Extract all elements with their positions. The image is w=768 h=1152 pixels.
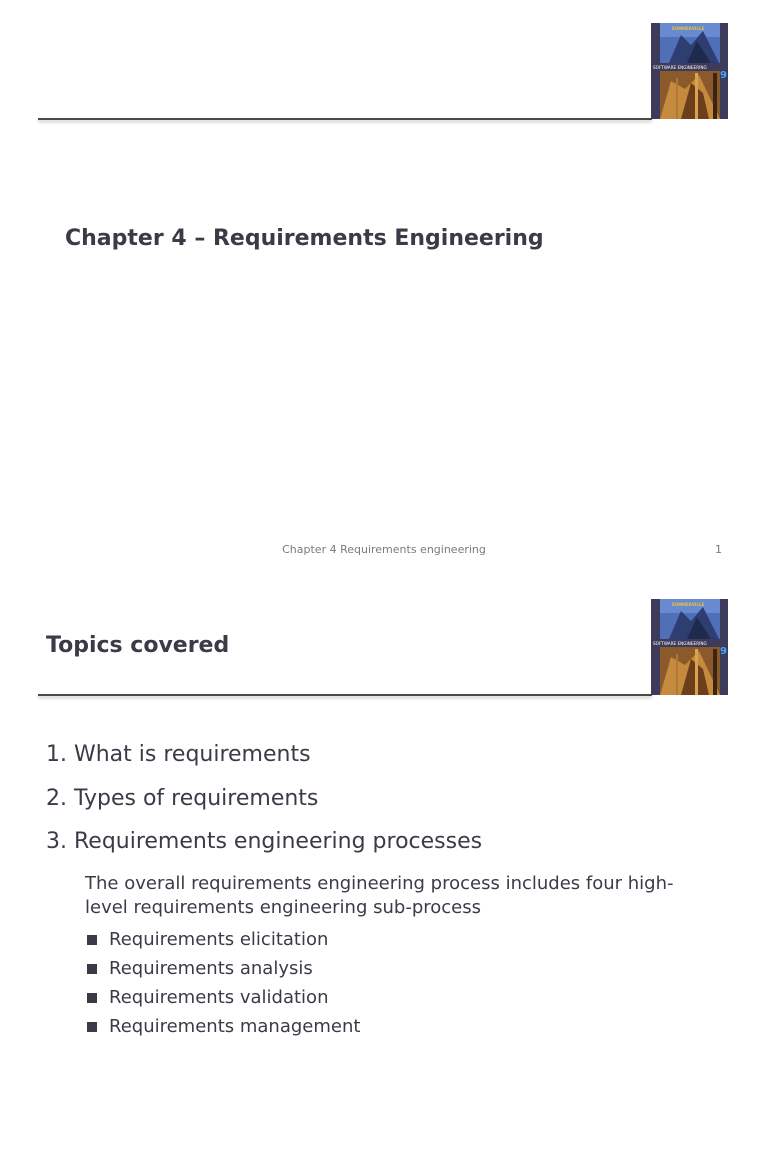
bullet-text: Requirements elicitation bbox=[109, 929, 329, 950]
book-cover-image bbox=[651, 599, 728, 695]
square-bullet-icon bbox=[87, 993, 97, 1003]
bullet-text: Requirements management bbox=[109, 1016, 361, 1037]
page-number: 1 bbox=[715, 543, 722, 556]
cover-author: SOMMERVILLE bbox=[671, 602, 705, 607]
cover-author: SOMMERVILLE bbox=[671, 26, 705, 31]
cover-edition: 9 bbox=[720, 646, 727, 657]
book-cover-art bbox=[651, 599, 728, 695]
bullet-item bbox=[86, 925, 360, 954]
square-bullet-icon bbox=[87, 935, 97, 945]
list-item: 2. Types of requirements bbox=[46, 785, 319, 811]
header-rule bbox=[38, 118, 652, 120]
cover-title: SOFTWARE ENGINEERING bbox=[653, 65, 707, 70]
chapter-title: Chapter 4 – Requirements Engineering bbox=[65, 226, 544, 251]
slide-title: Topics covered bbox=[46, 633, 230, 658]
topics-list bbox=[46, 741, 726, 872]
book-cover-art bbox=[651, 23, 728, 119]
list-item: 1. What is requirements bbox=[46, 742, 311, 767]
cover-edition: 9 bbox=[720, 70, 727, 81]
book-cover-image bbox=[651, 23, 728, 119]
slide-2 bbox=[0, 576, 768, 1152]
bullet-text: Requirements analysis bbox=[109, 958, 313, 979]
bullet-text: Requirements validation bbox=[109, 987, 329, 1008]
list-item: 3. Requirements engineering processes bbox=[46, 829, 483, 854]
bullet-item bbox=[86, 1012, 360, 1041]
cover-title: SOFTWARE ENGINEERING bbox=[653, 641, 707, 646]
sub-paragraph: The overall requirements engineering process includes four high-level requirements engineering sub-process bbox=[85, 873, 674, 918]
slide-footer: Chapter 4 Requirements engineering bbox=[282, 543, 486, 556]
bullet-item bbox=[86, 954, 360, 983]
square-bullet-icon bbox=[87, 964, 97, 974]
header-rule bbox=[38, 694, 652, 696]
bullet-item bbox=[86, 983, 360, 1012]
